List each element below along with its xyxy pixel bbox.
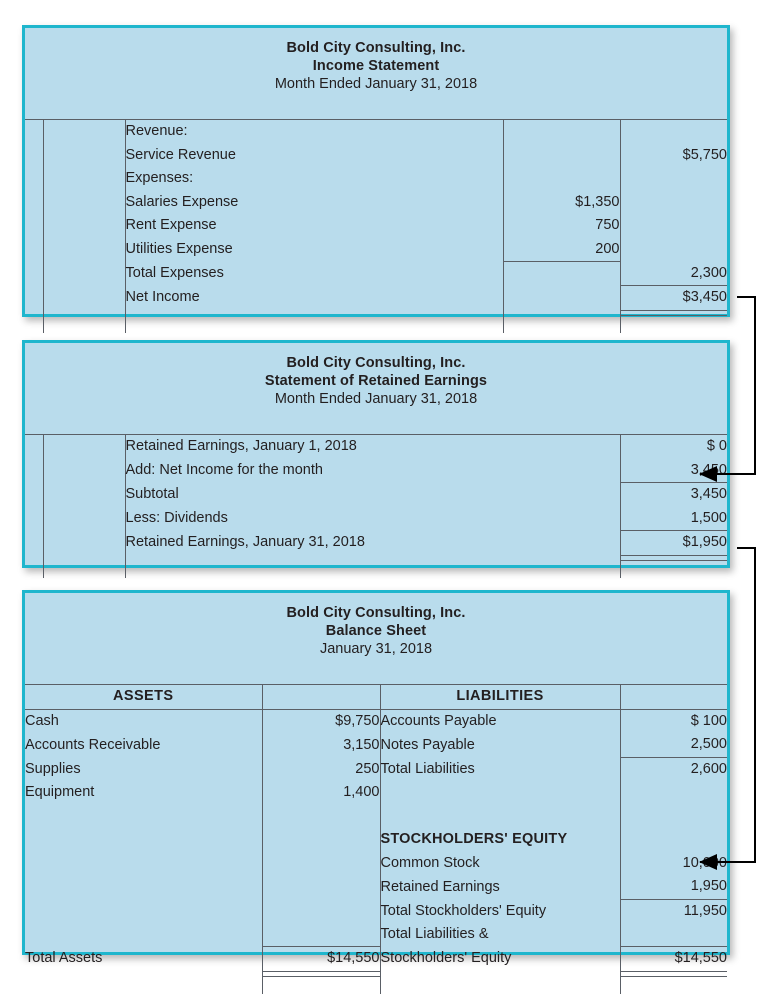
asset-label: Cash [25, 709, 262, 733]
row-label: Rent Expense [125, 214, 503, 238]
row-inner-amount [503, 167, 620, 191]
liability-amount: $ 100 [620, 709, 727, 733]
ledger-margin-1 [25, 459, 43, 483]
ledger-margin-2 [43, 435, 125, 459]
equity-label: Common Stock [380, 852, 620, 876]
row-label: Add: Net Income for the month [125, 459, 620, 483]
total-assets-label: Total Assets [25, 947, 262, 971]
total-liabilities-label: Total Liabilities [380, 757, 620, 781]
table-row [25, 191, 727, 215]
income-statement-table [25, 119, 727, 333]
spacer-cell [620, 923, 727, 947]
asset-label: Equipment [25, 781, 262, 805]
table-row [25, 120, 727, 144]
spacer-cell [25, 805, 262, 829]
ledger-margin-1 [25, 167, 43, 191]
row-label: Service Revenue [125, 144, 503, 168]
spacer-cell [25, 899, 262, 923]
spacer-cell [262, 899, 380, 923]
spacer-cell [380, 805, 620, 829]
liability-label: Accounts Payable [380, 709, 620, 733]
statement-period: January 31, 2018 [25, 640, 727, 659]
row-label: Revenue: [125, 120, 503, 144]
ledger-margin-2 [43, 555, 125, 579]
ending-retained-earnings-amount: $1,950 [620, 531, 727, 555]
ledger-margin-2 [43, 191, 125, 215]
row-outer-amount [620, 167, 727, 191]
spacer-cell [25, 971, 262, 994]
table-row [25, 947, 727, 971]
row-label-filler [125, 310, 503, 334]
liabilities-header: LIABILITIES [380, 685, 620, 710]
row-inner-amount: 200 [503, 238, 620, 262]
balance-sheet-retained-earnings-amount: 1,950 [620, 875, 727, 899]
ledger-margin-1 [25, 435, 43, 459]
retained-earnings-table [25, 434, 727, 578]
ledger-margin-2 [43, 483, 125, 507]
table-row [25, 144, 727, 168]
table-row [25, 286, 727, 310]
row-inner-filler [503, 310, 620, 334]
ledger-margin-2 [43, 310, 125, 334]
spacer-cell [620, 781, 727, 805]
spacer-cell [380, 781, 620, 805]
row-label: Retained Earnings, January 31, 2018 [125, 531, 620, 555]
row-inner-amount [503, 120, 620, 144]
row-outer-amount: 2,300 [620, 262, 727, 286]
table-row [25, 923, 727, 947]
statement-title: Balance Sheet [25, 622, 727, 640]
row-inner-amount [503, 286, 620, 310]
ledger-margin-1 [25, 120, 43, 144]
row-label: Net Income [125, 286, 503, 310]
table-row [25, 805, 727, 829]
ledger-margin-2 [43, 286, 125, 310]
row-outer-amount: $5,750 [620, 144, 727, 168]
table-row [25, 709, 727, 733]
spacer-cell [262, 805, 380, 829]
row-label: Subtotal [125, 483, 620, 507]
company-name: Bold City Consulting, Inc. [25, 354, 727, 372]
spacer-cell [262, 875, 380, 899]
ledger-margin-2 [43, 531, 125, 555]
asset-label: Accounts Receivable [25, 733, 262, 757]
ledger-margin-1 [25, 531, 43, 555]
row-outer-amount [620, 214, 727, 238]
row-amount: 1,500 [620, 507, 727, 531]
spacer-cell [25, 923, 262, 947]
row-label: Salaries Expense [125, 191, 503, 215]
spacer-cell [262, 852, 380, 876]
asset-amount: 250 [262, 757, 380, 781]
asset-label: Supplies [25, 757, 262, 781]
ledger-margin-1 [25, 507, 43, 531]
ledger-margin-1 [25, 238, 43, 262]
statement-title: Statement of Retained Earnings [25, 372, 727, 390]
ledger-margin-1 [25, 286, 43, 310]
spacer-cell [262, 923, 380, 947]
table-row [25, 435, 727, 459]
row-label: Expenses: [125, 167, 503, 191]
table-row [25, 875, 727, 899]
row-amount: 3,450 [620, 483, 727, 507]
ledger-margin-2 [43, 214, 125, 238]
table-row [25, 262, 727, 286]
retained-earnings-panel [22, 340, 730, 568]
balance-sheet-table [25, 684, 727, 994]
row-outer-amount [620, 191, 727, 215]
ledger-margin-1 [25, 262, 43, 286]
table-row [25, 459, 727, 483]
ledger-margin-2 [43, 262, 125, 286]
row-inner-amount: $1,350 [503, 191, 620, 215]
liability-label: Notes Payable [380, 733, 620, 757]
equity-amount: 10,000 [620, 852, 727, 876]
spacer-cell [25, 852, 262, 876]
assets-header: ASSETS [25, 685, 262, 710]
ledger-margin-1 [25, 214, 43, 238]
ledger-margin-2 [43, 120, 125, 144]
asset-amount: $9,750 [262, 709, 380, 733]
company-name: Bold City Consulting, Inc. [25, 39, 727, 57]
row-inner-amount [503, 262, 620, 286]
row-outer-amount [620, 238, 727, 262]
statement-period: Month Ended January 31, 2018 [25, 75, 727, 94]
statement-title: Income Statement [25, 57, 727, 75]
spacer-cell [380, 971, 620, 994]
table-row [25, 483, 727, 507]
asset-amount: 3,150 [262, 733, 380, 757]
total-equity-amount: 11,950 [620, 899, 727, 923]
ledger-margin-2 [43, 507, 125, 531]
ledger-margin-1 [25, 555, 43, 579]
row-inner-amount: 750 [503, 214, 620, 238]
ledger-margin-1 [25, 310, 43, 334]
stockholders-equity-header: STOCKHOLDERS' EQUITY [380, 828, 620, 852]
balance-sheet-heading [25, 593, 727, 659]
table-row [25, 733, 727, 757]
company-name: Bold City Consulting, Inc. [25, 604, 727, 622]
equity-label: Total Stockholders' Equity [380, 899, 620, 923]
row-amount: $ 0 [620, 435, 727, 459]
spacer-cell [25, 828, 262, 852]
liability-amount: 2,500 [620, 733, 727, 757]
ledger-margin-2 [43, 144, 125, 168]
table-row [25, 899, 727, 923]
total-liabilities-amount: 2,600 [620, 757, 727, 781]
ledger-margin-1 [25, 483, 43, 507]
row-label: Retained Earnings, January 1, 2018 [125, 435, 620, 459]
equity-label: Retained Earnings [380, 875, 620, 899]
ledger-margin-1 [25, 191, 43, 215]
assets-amount-header [262, 685, 380, 710]
spacer-cell [620, 805, 727, 829]
row-label: Utilities Expense [125, 238, 503, 262]
income-statement-panel [22, 25, 730, 317]
total-assets-amount: $14,550 [262, 947, 380, 971]
spacer-cell [25, 875, 262, 899]
table-row [25, 238, 727, 262]
liabilities-amount-header [620, 685, 727, 710]
table-row [25, 507, 727, 531]
grand-total-amount: $14,550 [620, 947, 727, 971]
retained-earnings-heading [25, 343, 727, 409]
table-row [25, 852, 727, 876]
net-income-amount: $3,450 [620, 286, 727, 310]
spacer-cell [262, 828, 380, 852]
table-row [25, 781, 727, 805]
row-inner-amount [503, 144, 620, 168]
income-statement-heading [25, 28, 727, 94]
ledger-margin-2 [43, 167, 125, 191]
balance-sheet-header-row [25, 685, 727, 710]
ledger-margin-2 [43, 238, 125, 262]
table-row [25, 828, 727, 852]
ledger-margin-2 [43, 459, 125, 483]
row-label: Less: Dividends [125, 507, 620, 531]
row-label-filler [125, 555, 620, 579]
ledger-margin-1 [25, 144, 43, 168]
asset-amount: 1,400 [262, 781, 380, 805]
statement-period: Month Ended January 31, 2018 [25, 390, 727, 409]
spacer-cell [620, 828, 727, 852]
net-income-received-amount: 3,450 [620, 459, 727, 483]
table-row [25, 757, 727, 781]
balance-sheet-panel [22, 590, 730, 955]
table-row [25, 214, 727, 238]
grand-total-label-line1: Total Liabilities & [380, 923, 620, 947]
grand-total-label-line2: Stockholders' Equity [380, 947, 620, 971]
table-row [25, 167, 727, 191]
row-label: Total Expenses [125, 262, 503, 286]
table-row [25, 531, 727, 555]
row-outer-amount [620, 120, 727, 144]
